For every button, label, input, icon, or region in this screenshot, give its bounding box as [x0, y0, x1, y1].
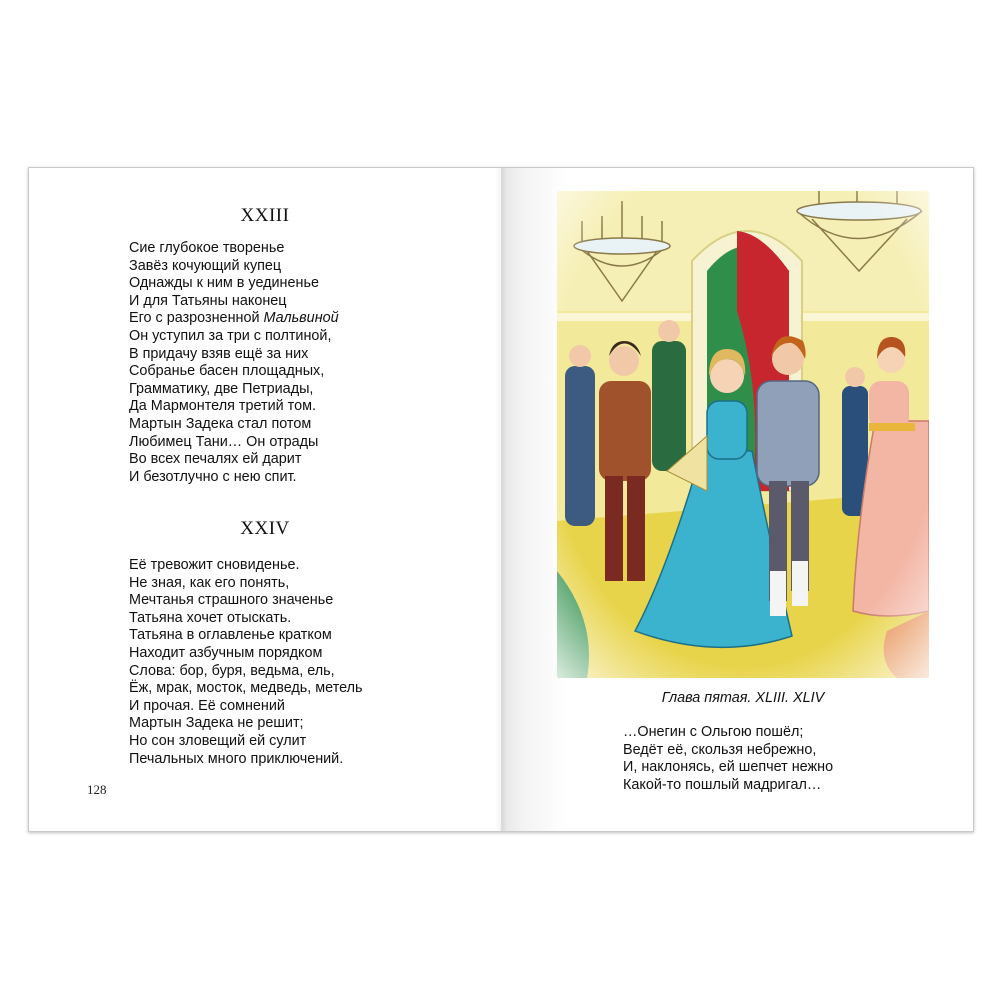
ballroom-illustration — [557, 191, 929, 678]
verse-line: Да Мармонтеля третий том. — [129, 398, 317, 415]
verse-line: Её тревожит сновиденье. — [129, 557, 300, 573]
verse-line: Татьяна в оглавленье кратком — [129, 627, 332, 644]
verse-line: Какой-то пошлый мадригал… — [623, 776, 822, 793]
verse-line: И безотлучно с нею спит. — [129, 468, 297, 485]
illustration-caption: Глава пятая. XLIII. XLIV — [661, 690, 825, 706]
verse-line: Однажды к ним в уединенье — [129, 275, 319, 292]
verse-line: Слова: бор, буря, ведьма, ель, — [129, 662, 335, 679]
quote-verse — [623, 724, 833, 794]
stanza-xxiv-verse — [129, 557, 363, 768]
verse-line: Но сон зловещий ей сулит — [129, 732, 307, 749]
open-book — [28, 167, 974, 832]
verse-line: Завёз кочующий купец — [129, 257, 282, 274]
page-number: 128 — [87, 782, 107, 797]
stanza-xxiii-verse — [129, 240, 339, 486]
verse-line: Во всех печалях ей дарит — [129, 451, 302, 468]
verse-line-text: Его с разрозненной — [129, 310, 264, 327]
verse-line: Татьяна хочет отыскать. — [129, 609, 292, 626]
verse-line: Находит азбучным порядком — [129, 644, 323, 661]
verse-line: …Онегин с Ольгою пошёл; — [623, 724, 804, 740]
verse-line: Собранье басен площадных, — [129, 363, 325, 380]
verse-line: Ведёт её, скользя небрежно, — [623, 741, 817, 758]
verse-line: И прочая. Её сомнений — [129, 697, 285, 714]
verse-line — [129, 310, 339, 328]
verse-line: И, наклонясь, ей шепчет нежно — [623, 759, 834, 776]
verse-line: Печальных много приключений. — [129, 750, 344, 767]
left-page — [29, 168, 501, 831]
verse-line: Мартын Задека стал потом — [129, 415, 312, 432]
verse-italic-name: Мальвиной — [263, 310, 339, 327]
verse-line: Ёж, мрак, мосток, медведь, метель — [129, 680, 363, 697]
verse-line: Он уступил за три с полтиной, — [129, 327, 332, 344]
verse-line: Грамматику, две Петриады, — [129, 380, 314, 397]
book-gutter — [495, 168, 507, 831]
verse-line: Мечтанья страшного значенье — [129, 592, 334, 609]
verse-line: В придачу взяв ещё за них — [129, 345, 309, 362]
verse-line: И для Татьяны наконец — [129, 292, 287, 309]
verse-line: Любимец Тани… Он отрады — [129, 433, 319, 450]
verse-line: Сие глубокое творенье — [129, 240, 285, 256]
stanza-title-xxiii: XXIII — [240, 205, 290, 226]
verse-line: Мартын Задека не решит; — [129, 715, 304, 732]
verse-line: Не зная, как его понять, — [129, 574, 290, 591]
stanza-title-xxiv: XXIV — [240, 518, 290, 539]
